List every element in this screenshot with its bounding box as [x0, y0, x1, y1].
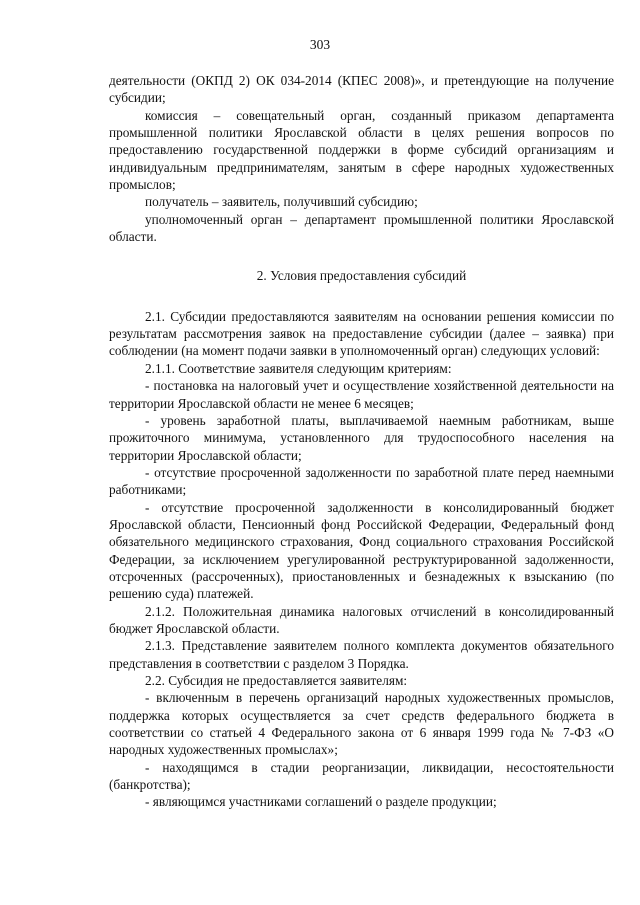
section-heading: 2. Условия предоставления субсидий	[256, 268, 467, 284]
paragraph: получатель – заявитель, получивший субсидию;	[145, 194, 418, 210]
paragraph: деятельности (ОКПД 2) ОК 034-2014 (КПЕС 2008)», и претендующие на получение субсидии;	[109, 73, 614, 106]
paragraph: 2.1.3. Представление заявителем полного комплекта документов обязательного представления в соответствии с разделом 3 Порядка.	[109, 638, 614, 671]
list-item: - постановка на налоговый учет и осуществление хозяйственной деятельности на территории Ярославской области не менее 6 месяцев;	[109, 378, 614, 411]
list-item: - отсутствие просроченной задолженности по заработной плате перед наемными работниками;	[109, 464, 614, 498]
paragraph: уполномоченный орган – департамент промышленной политики Ярославской области.	[109, 211, 614, 245]
paragraph: 2.1. Субсидии предоставляются заявителям на основании решения комиссии по результатам рассмотрения заявок на предоставление субсидии (далее – заявка) при соблюдении (на момент подачи заявки в уполномоченный орган) следующих условий:	[109, 308, 614, 359]
paragraph: 2.1.1. Соответствие заявителя следующим критериям:	[145, 360, 452, 376]
list-item: - находящимся в стадии реорганизации, ликвидации, несостоятельности (банкротства);	[109, 759, 614, 793]
list-item: - включенным в перечень организаций народных художественных промыслов, поддержка которых осуществляется за счет средств федерального бюджета в соответствии со статьей 4 Федерального закона от 6 января 1999 года № 7-ФЗ «О народных художественных промыслах»;	[109, 690, 614, 758]
paragraph: 2.1.2. Положительная динамика налоговых отчислений в консолидированный бюджет Ярославской области.	[109, 603, 614, 636]
paragraph: комиссия – совещательный орган, созданный приказом департамента промышленной политики Ярославской области в целях решения вопросов по предоставлению государственной поддержки в форме субсидий организациям и индивидуальным предпринимателям, занятым в сфере народных художественных промыслов;	[109, 107, 614, 193]
list-item: - являющимся участниками соглашений о разделе продукции;	[145, 794, 497, 810]
list-item: - отсутствие просроченной задолженности в консолидированный бюджет Ярославской области, Пенсионный фонд Российской Федерации, Федеральный фонд обязательного медицинского страхования, Фонд социального страхования Российской Федерации, за исключением урегулированной реструктурированной задолженности, отсроченных (рассроченных), приостановленных и безнадежных к взысканию (по решению суда) платежей.	[109, 499, 614, 602]
list-item: - уровень заработной платы, выплачиваемой наемным работникам, выше прожиточного минимума, установленного для трудоспособного населения на территории Ярославской области;	[109, 412, 614, 463]
document-body	[109, 72, 614, 811]
page-number: 303	[309, 37, 331, 52]
paragraph: 2.2. Субсидия не предоставляется заявителям:	[145, 673, 408, 688]
